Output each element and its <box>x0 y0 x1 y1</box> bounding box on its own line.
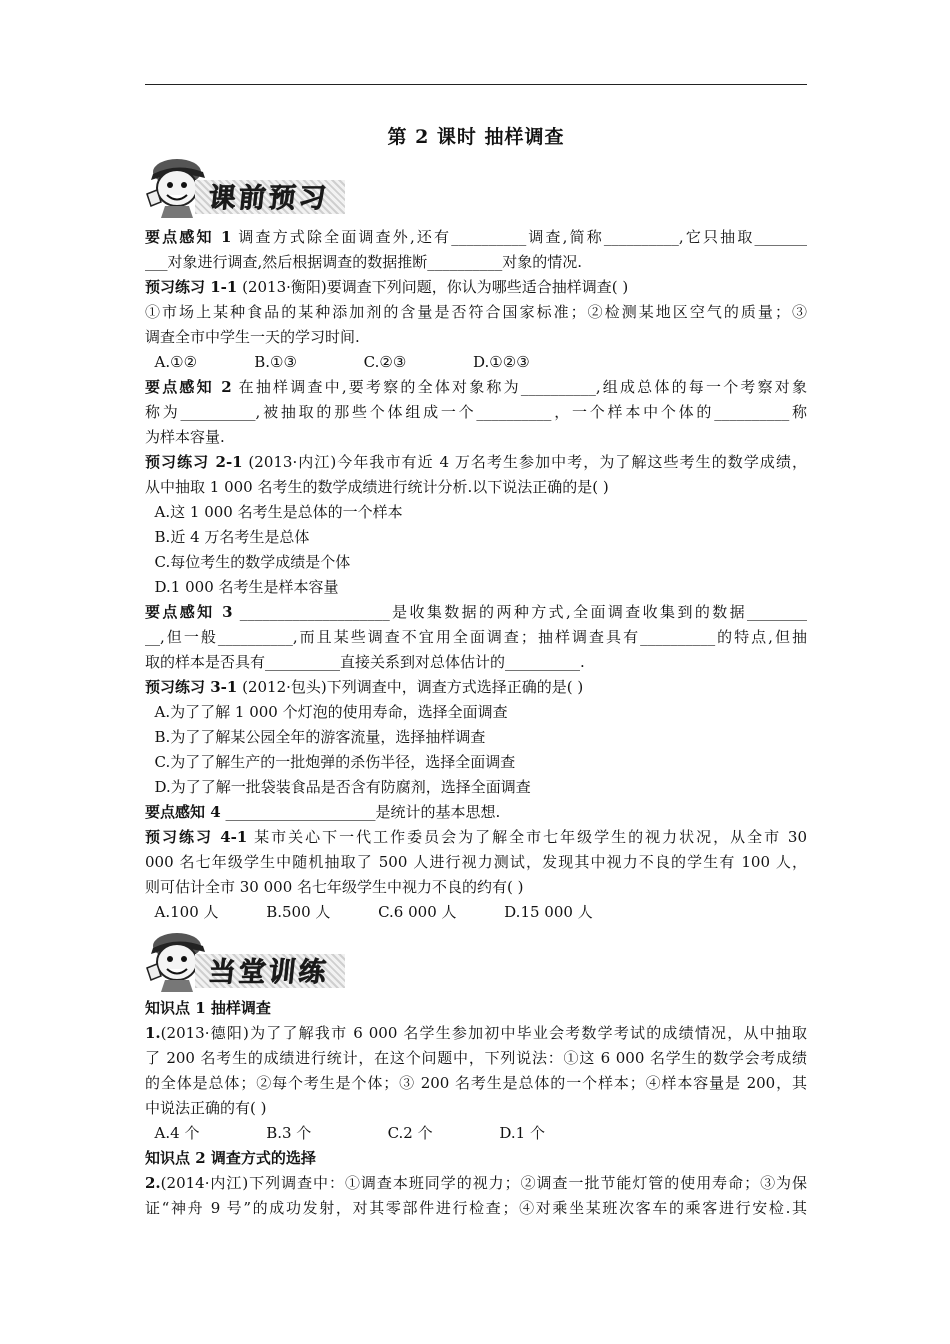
text-line: 1.(2013·德阳)为了了解我市 6 000 名学生参加初中毕业会考数学考试的成绩情况，从中抽取 <box>145 1024 807 1042</box>
text-line: 预习练习 3-1 (2012·包头)下列调查中，调查方式选择正确的是( ) <box>145 678 584 696</box>
preview-banner-label: 课前预习 <box>207 183 331 214</box>
text-line: 中说法正确的有( ) <box>145 1099 267 1117</box>
preview-section <box>145 225 807 925</box>
text-line: 称为__________,被抽取的那些个体组成一个__________，一个样本中个体的__________称 <box>145 403 807 421</box>
option-line: D.为了了解一批袋装食品是否含有防腐剂，选择全面调查 <box>145 778 531 796</box>
option-line: A.为了了解 1 000 个灯泡的使用寿命，选择全面调查 <box>145 703 508 721</box>
option-line: C.每位考生的数学成绩是个体 <box>145 553 351 571</box>
text-line: 了 200 名考生的成绩进行统计，在这个问题中，下列说法：①这 6 000 名学生的数学会考成绩 <box>145 1049 807 1067</box>
text-line: __,但一般__________,而且某些调查不宜用全面调查；抽样调查具有__________的特点,但抽 <box>145 628 807 646</box>
options-line: A.100 人 B.500 人 C.6 000 人 D.15 000 人 <box>145 903 593 921</box>
class-section <box>145 996 807 1221</box>
knowledge-point-heading: 知识点 2 调查方式的选择 <box>145 1149 316 1167</box>
text-line: 要点感知 1 调查方式除全面调查外,还有__________调查,简称__________,它只抽取_______ <box>145 228 807 246</box>
text-line: 预习练习 2-1 (2013·内江)今年我市有近 4 万名考生参加中考，为了解这些考生的数学成绩， <box>145 453 807 471</box>
text-line: 000 名七年级学生中随机抽取了 500 人进行视力测试，发现其中视力不良的学生有 100 人， <box>145 853 807 871</box>
options-line: A.①② B.①③ C.②③ D.①②③ <box>145 353 530 371</box>
text-line: 要点感知 2 在抽样调查中,要考察的全体对象称为__________,组成总体的每一个考察对象 <box>145 378 807 396</box>
page-title: 第 2 课时 抽样调查 <box>387 126 565 148</box>
option-line: B.近 4 万名考生是总体 <box>145 528 310 546</box>
text-line: 从中抽取 1 000 名考生的数学成绩进行统计分析.以下说法正确的是( ) <box>145 478 609 496</box>
class-banner-label: 当堂训练 <box>207 957 331 988</box>
text-line: 2.(2014·内江)下列调查中：①调查本班同学的视力；②调查一批节能灯管的使用寿命；③为保 <box>145 1174 807 1192</box>
option-line: C.为了了解生产的一批炮弹的杀伤半径，选择全面调查 <box>145 753 516 771</box>
options-line: A.4 个 B.3 个 C.2 个 D.1 个 <box>145 1124 545 1142</box>
text-line: ①市场上某种食品的某种添加剂的含量是否符合国家标准；②检测某地区空气的质量；③ <box>145 303 807 321</box>
text-line: 要点感知 4 ____________________是统计的基本思想. <box>145 803 501 821</box>
text-line: 预习练习 4-1 某市关心下一代工作委员会为了解全市七年级学生的视力状况，从全市 30 <box>145 828 807 846</box>
option-line: B.为了了解某公园全年的游客流量，选择抽样调查 <box>145 728 486 746</box>
text-line: 取的样本是否具有__________直接关系到对总体估计的__________. <box>145 653 585 671</box>
text-line: 要点感知 3 ____________________是收集数据的两种方式,全面调查收集到的数据________ <box>145 603 807 621</box>
option-line: A.这 1 000 名考生是总体的一个样本 <box>145 503 403 521</box>
option-line: D.1 000 名考生是样本容量 <box>145 578 339 596</box>
preview-banner <box>143 150 348 218</box>
class-banner <box>143 924 348 992</box>
knowledge-point-heading: 知识点 1 抽样调查 <box>145 999 271 1017</box>
text-line: 为样本容量. <box>145 428 225 446</box>
header-rule <box>145 84 807 85</box>
text-line: 的全体是总体；②每个考生是个体；③ 200 名考生是总体的一个样本；④样本容量是 200，其 <box>145 1074 807 1092</box>
text-line: 则可估计全市 30 000 名七年级学生中视力不良的约有( ) <box>145 878 524 896</box>
text-line: 预习练习 1-1 (2013·衡阳)要调查下列问题，你认为哪些适合抽样调查( ) <box>145 278 629 296</box>
text-line: 证“神舟 9 号”的成功发射，对其零部件进行检查；④对乘坐某班次客车的乘客进行安检.其 <box>145 1199 807 1217</box>
text-line: ___对象进行调查,然后根据调查的数据推断__________对象的情况. <box>145 253 583 271</box>
text-line: 调查全市中学生一天的学习时间. <box>145 328 360 346</box>
